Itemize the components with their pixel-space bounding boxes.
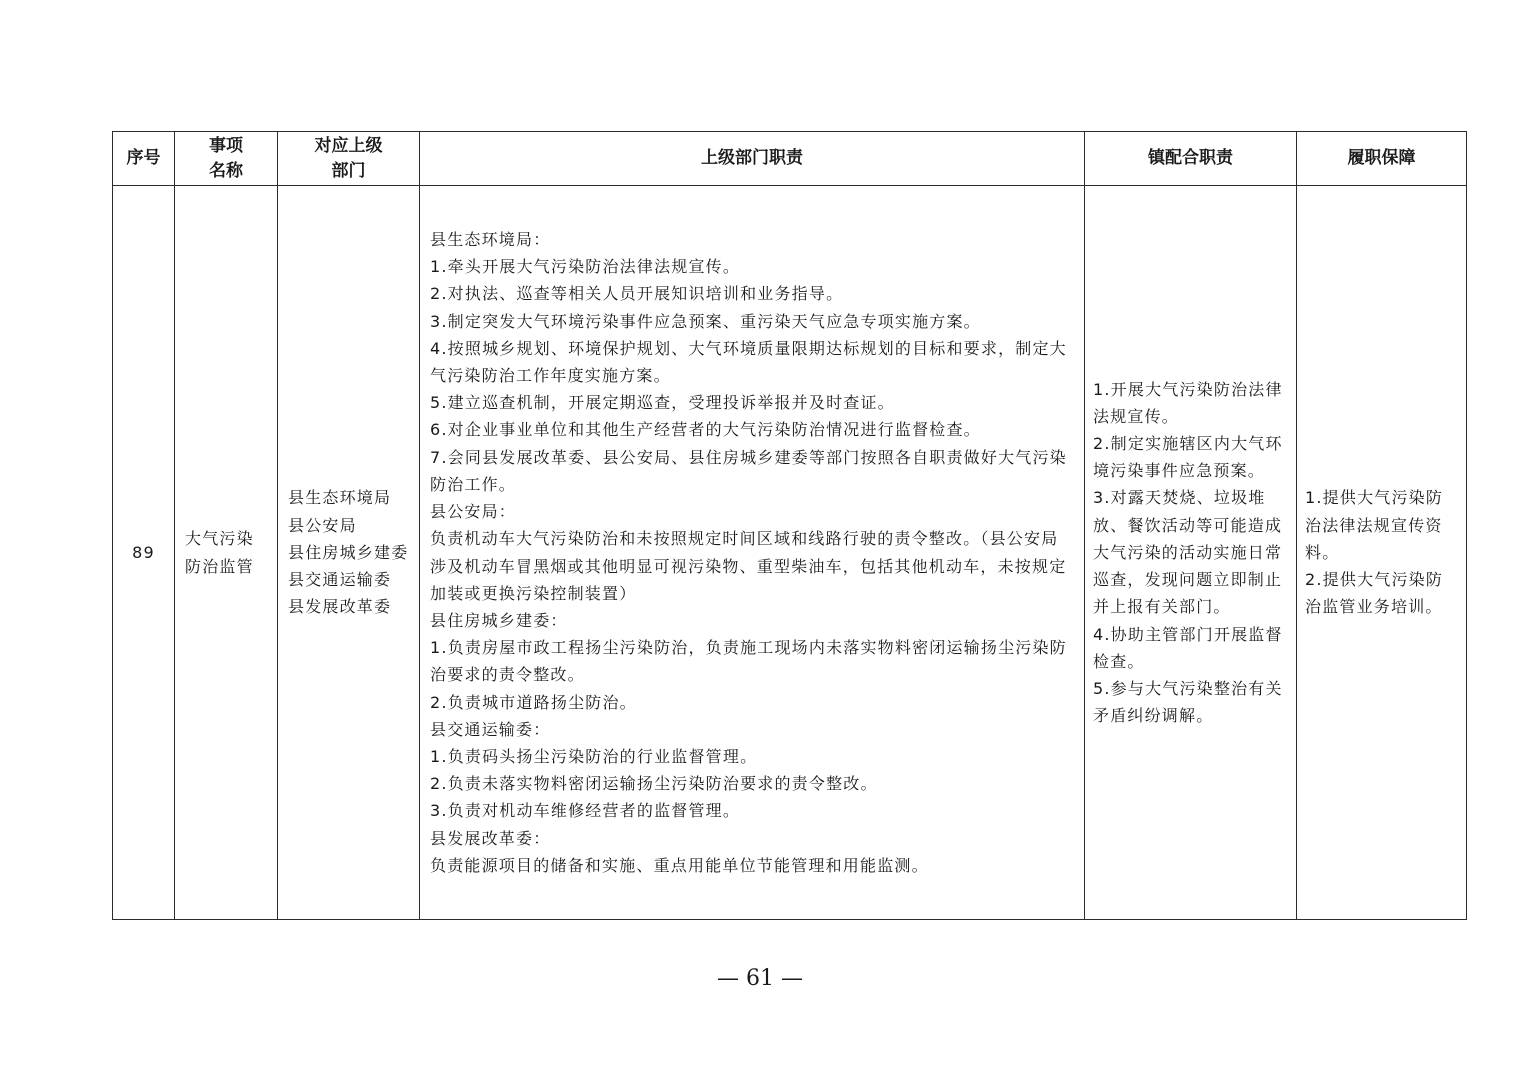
upper-duty-line: 县生态环境局：: [430, 230, 551, 250]
town-duty-line: 3.对露天焚烧、垃圾堆放、餐饮活动等可能造成大气污染的活动实施日常巡查，发现问题立即制止并上报有关部门。: [1093, 488, 1283, 617]
town-duty-line: 5.参与大气污染整治有关矛盾纠纷调解。: [1093, 678, 1283, 726]
upper-duty-line: 1.负责码头扬尘污染防治的行业监督管理。: [430, 746, 758, 766]
department-item: 县生态环境局: [288, 488, 392, 508]
guarantee-line: 2.提供大气污染防治监管业务培训。: [1305, 570, 1444, 617]
cell-guarantee: [1297, 186, 1467, 920]
header-guarantee: 履职保障: [1297, 132, 1467, 186]
department-item: 县交通运输委: [288, 570, 392, 590]
cell-departments: [278, 186, 420, 920]
department-item: 县住房城乡建委: [288, 542, 409, 562]
item-name-line-1: 大气污染: [185, 529, 254, 549]
page-number: — 61 —: [717, 966, 803, 991]
guarantee-line: 1.提供大气污染防治法律法规宣传资料。: [1305, 488, 1444, 562]
upper-duty-line: 负责机动车大气污染防治和未按照规定时间区域和线路行驶的责令整改。（县公安局涉及机动车冒黑烟或其他明显可视污染物、重型柴油车，包括其他机动车，未按规定加装或更换污染控制装置）: [430, 529, 1067, 603]
upper-duty-line: 县发展改革委：: [430, 828, 551, 848]
item-name-line-2: 防治监管: [185, 556, 254, 576]
cell-seq: 89: [113, 186, 175, 920]
responsibility-table: [112, 131, 1467, 920]
upper-duty-line: 2.负责城市道路扬尘防治。: [430, 692, 637, 712]
table-header-row: [113, 132, 1467, 186]
header-item-name: [175, 132, 278, 186]
upper-duty-line: 1.牵头开展大气污染防治法律法规宣传。: [430, 257, 741, 277]
town-duty-line: 2.制定实施辖区内大气环境污染事件应急预案。: [1093, 434, 1283, 481]
header-town-duty: 镇配合职责: [1085, 132, 1297, 186]
town-duty-line: 4.协助主管部门开展监督检查。: [1093, 624, 1283, 671]
upper-duty-line: 县交通运输委：: [430, 719, 551, 739]
upper-duty-line: 3.制定突发大气环境污染事件应急预案、重污染天气应急专项实施方案。: [430, 311, 981, 331]
header-dept: [278, 132, 420, 186]
upper-duty-line: 4.按照城乡规划、环境保护规划、大气环境质量限期达标规划的目标和要求，制定大气污染防治工作年度实施方案。: [430, 338, 1067, 386]
upper-duty-line: 负责能源项目的储备和实施、重点用能单位节能管理和用能监测。: [430, 855, 929, 875]
header-seq: 序号: [113, 132, 175, 186]
cell-item-name: [175, 186, 278, 920]
cell-upper-duty: [420, 186, 1085, 920]
department-item: 县发展改革委: [288, 597, 392, 617]
cell-town-duty: [1085, 186, 1297, 920]
upper-duty-line: 6.对企业事业单位和其他生产经营者的大气污染防治情况进行监督检查。: [430, 420, 981, 440]
upper-duty-line: 县住房城乡建委：: [430, 610, 568, 630]
upper-duty-line: 县公安局：: [430, 502, 517, 522]
header-dept-line-1: 对应上级: [314, 135, 383, 156]
header-item-name-line-2: 名称: [209, 160, 243, 181]
table-row: [113, 186, 1467, 920]
upper-duty-line: 1.负责房屋市政工程扬尘污染防治，负责施工现场内未落实物料密闭运输扬尘污染防治要求的责令整改。: [430, 638, 1067, 685]
upper-duty-line: 2.对执法、巡查等相关人员开展知识培训和业务指导。: [430, 284, 844, 304]
header-upper-duty: 上级部门职责: [420, 132, 1085, 186]
upper-duty-line: 3.负责对机动车维修经营者的监督管理。: [430, 801, 741, 821]
header-item-name-line-1: 事项: [209, 135, 243, 156]
header-dept-line-2: 部门: [331, 160, 366, 181]
department-item: 县公安局: [288, 515, 357, 535]
upper-duty-line: 7.会同县发展改革委、县公安局、县住房城乡建委等部门按照各自职责做好大气污染防治工作。: [430, 447, 1067, 494]
upper-duty-line: 2.负责未落实物料密闭运输扬尘污染防治要求的责令整改。: [430, 774, 878, 794]
upper-duty-line: 5.建立巡查机制，开展定期巡查，受理投诉举报并及时查证。: [430, 393, 895, 413]
town-duty-line: 1.开展大气污染防治法律法规宣传。: [1093, 379, 1283, 426]
